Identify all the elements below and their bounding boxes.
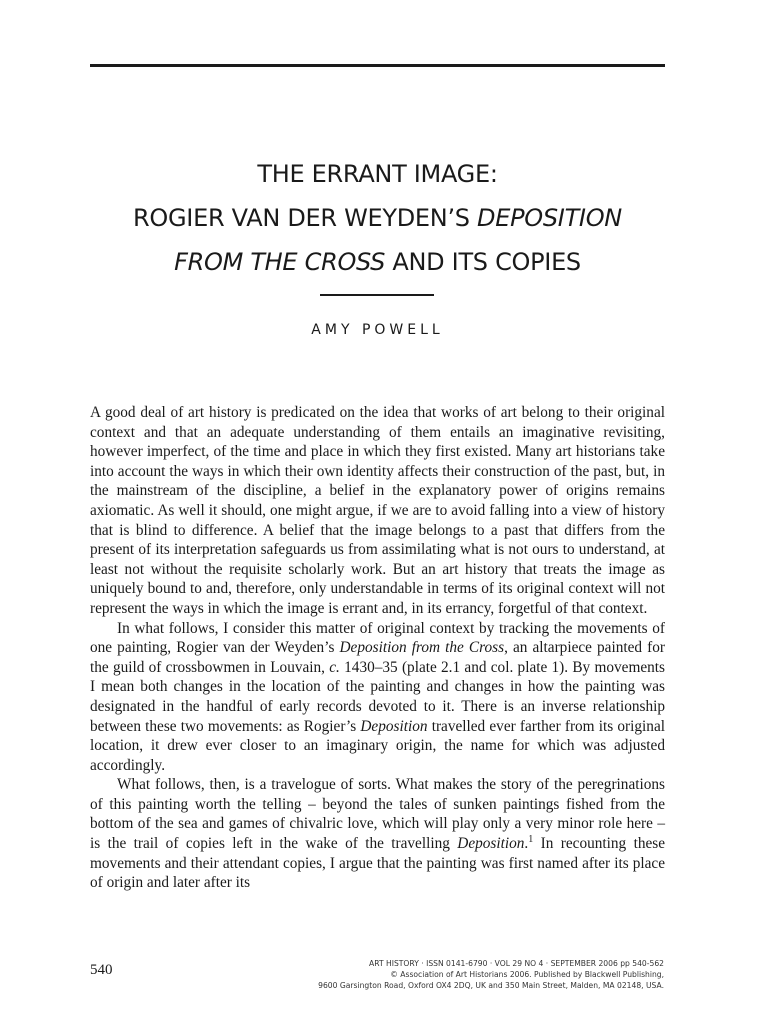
paragraph-3 bbox=[90, 775, 665, 893]
paragraph-3-text-c: In recounting these movements and their attendant copies, I argue that the painting was first named after its place of origin and later after its bbox=[90, 835, 665, 892]
painting-title-italic: Deposition from the Cross bbox=[339, 639, 505, 657]
deposition-italic: Deposition bbox=[360, 717, 428, 735]
page-number: 540 bbox=[90, 962, 113, 978]
paragraph-2-text-c: 1430–35 (plate 2.1 and col. plate 1). By movements I mean both changes in the location of the painting and changes in how the painting was designated in the handful of early records devoted to it. There is an inverse relationship between these two movements: as Rogier’s bbox=[90, 658, 665, 735]
title-divider bbox=[320, 294, 434, 296]
footer-line-2: © Association of Art Historians 2006. Published by Blackwell Publishing, bbox=[390, 970, 664, 979]
author-name: AMY POWELL bbox=[311, 322, 444, 338]
deposition-italic-2: Deposition bbox=[457, 835, 525, 853]
paragraph-3-text-a: What follows, then, is a travelogue of sorts. What makes the story of the peregrinations of this painting worth the telling – beyond the tales of sunken paintings fished from the bottom of the sea and games of chivalric love, which will play only a very minor role here – is the trail of copies left in the wake of the travelling bbox=[90, 776, 665, 853]
paragraph-2-text-d: travelled ever farther from its original location, it drew ever closer to an imaginary origin, the name for which was adjusted accordingly. bbox=[90, 717, 665, 774]
title-line-3-suffix: AND ITS COPIES bbox=[385, 248, 581, 276]
title-line-2-italic: DEPOSITION bbox=[477, 204, 622, 232]
journal-footer bbox=[250, 958, 664, 991]
title-line-2-prefix: ROGIER VAN DER WEYDEN’S bbox=[133, 204, 478, 232]
article-body bbox=[90, 403, 665, 893]
title-line-1: THE ERRANT IMAGE: bbox=[257, 160, 498, 188]
paragraph-2-text-b: , an altarpiece painted for the guild of crossbowmen in Louvain, bbox=[90, 639, 665, 676]
paragraph-2 bbox=[90, 619, 665, 776]
paragraph-3-text-b: . bbox=[524, 835, 529, 853]
top-rule bbox=[90, 64, 665, 67]
title-line-3-italic: FROM THE CROSS bbox=[174, 248, 386, 276]
footer-line-1: ART HISTORY · ISSN 0141-6790 · VOL 29 NO 4 · SEPTEMBER 2006 pp 540-562 bbox=[369, 959, 664, 968]
footnote-ref-1[interactable]: 1 bbox=[528, 833, 534, 845]
title-line-2 bbox=[90, 196, 665, 240]
paragraph-1: A good deal of art history is predicated on the idea that works of art belong to their original context and that an adequate understanding of them entails an imaginative revisiting, however imperfect, of the time and place in which they first existed. Many art historians take into account the ways in which their own identity affects their construction of the past, but, in the mainstream of the discipline, a belief in the explanatory power of origins remains axiomatic. As well it should, one might argue, if we are to avoid falling into a view of history that is blind to difference. A belief that the image belongs to a past that differs from the present of its interpretation safeguards us from assimilating what is not ours to understand, at least not without the requisite scholarly work. But an art history that treats the image as uniquely bound to and, therefore, only understandable in terms of its original context will not represent the ways in which the image is errant and, in its errancy, forgetful of that context. bbox=[90, 404, 665, 617]
article-title bbox=[90, 152, 665, 284]
circa-italic: c. bbox=[329, 658, 340, 676]
paragraph-2-text-a: In what follows, I consider this matter of original context by tracking the movements of one painting, Rogier van der Weyden’s bbox=[90, 619, 665, 657]
footer-line-3: 9600 Garsington Road, Oxford OX4 2DQ, UK and 350 Main Street, Malden, MA 02148, USA. bbox=[318, 981, 664, 990]
title-line-3 bbox=[90, 240, 665, 284]
